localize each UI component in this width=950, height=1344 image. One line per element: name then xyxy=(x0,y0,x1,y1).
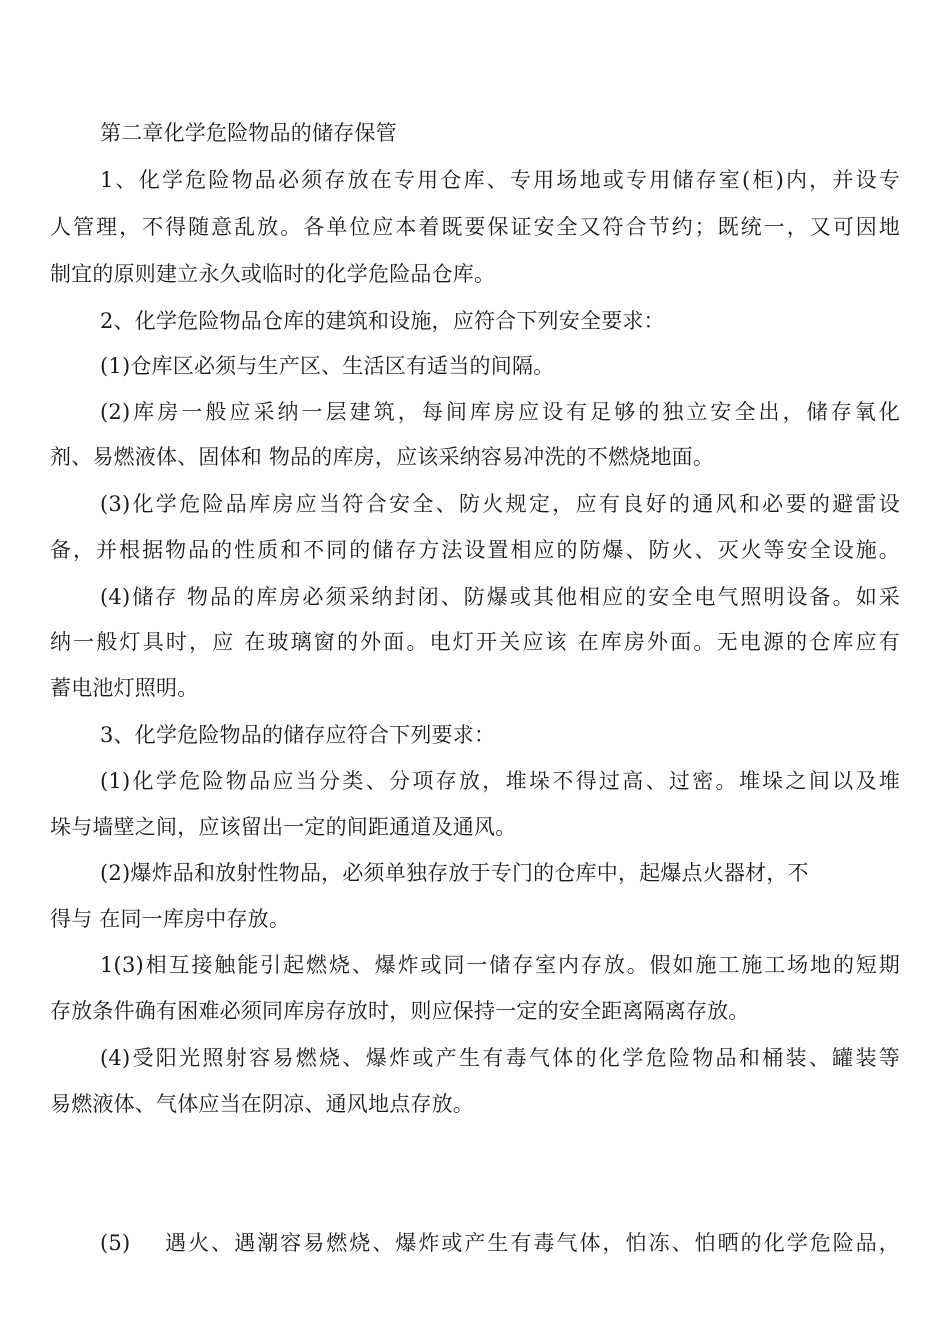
paragraph-line: 备，并根据物品的性质和不同的储存方法设置相应的防爆、防火、灭火等安全设施。 xyxy=(50,538,900,562)
paragraph-line: 1、化学危险物品必须存放在专用仓库、专用场地或专用储存室(柜)内，并设专 xyxy=(100,168,900,192)
paragraph-line: 易燃液体、气体应当在阴凉、通风地点存放。 xyxy=(50,1092,474,1116)
paragraph-line: (1)化学危险物品应当分类、分项存放，堆垛不得过高、过密。堆垛之间以及堆 xyxy=(100,769,900,793)
paragraph-line: 纳一般灯具时，应 在玻璃窗的外面。电灯开关应该 在库房外面。无电源的仓库应有 xyxy=(50,630,900,654)
paragraph-line: 制宜的原则建立永久或临时的化学危险品仓库。 xyxy=(50,262,496,286)
paragraph-line: (3)化学危险品库房应当符合安全、防火规定，应有良好的通风和必要的避雷设 xyxy=(100,492,900,516)
paragraph-line: (5) 遇火、遇潮容易燃烧、爆炸或产生有毒气体，怕冻、怕晒的化学危险品， xyxy=(100,1231,900,1255)
paragraph-line: 得与 在同一库房中存放。 xyxy=(50,907,291,931)
paragraph-line: 3、化学危险物品的储存应符合下列要求： xyxy=(100,723,496,747)
paragraph-line: (2)库房一般应采纳一层建筑，每间库房应设有足够的独立安全出，储存氧化 xyxy=(100,400,900,424)
paragraph-line: 垛与墙壁之间，应该留出一定的间距通道及通风。 xyxy=(50,815,517,839)
paragraph-line: 存放条件确有困难必须同库房存放时，则应保持一定的安全距离隔离存放。 xyxy=(50,999,750,1023)
paragraph-line: 1(3)相互接触能引起燃烧、爆炸或同一储存室内存放。假如施工施工场地的短期 xyxy=(100,953,900,977)
paragraph-line: 蓄电池灯照明。 xyxy=(50,676,199,700)
paragraph-line: 2、化学危险物品仓库的建筑和设施，应符合下列安全要求： xyxy=(100,309,665,333)
chapter-title: 第二章化学危险物品的储存保管 xyxy=(100,121,397,145)
paragraph-line: (4)受阳光照射容易燃烧、爆炸或产生有毒气体的化学危险物品和桶装、罐装等 xyxy=(100,1046,900,1070)
paragraph-line: 剂、易燃液体、固体和 物品的库房，应该采纳容易冲洗的不燃烧地面。 xyxy=(50,445,715,469)
paragraph-line: (4)储存 物品的库房必须采纳封闭、防爆或其他相应的安全电气照明设备。如采 xyxy=(100,585,900,609)
paragraph-line: (1)仓库区必须与生产区、生活区有适当的间隔。 xyxy=(100,354,555,378)
paragraph-line: (2)爆炸品和放射性物品，必须单独存放于专门的仓库中，起爆点火器材，不 xyxy=(100,861,809,885)
paragraph-line: 人管理，不得随意乱放。各单位应本着既要保证安全又符合节约；既统一，又可因地 xyxy=(50,215,900,239)
